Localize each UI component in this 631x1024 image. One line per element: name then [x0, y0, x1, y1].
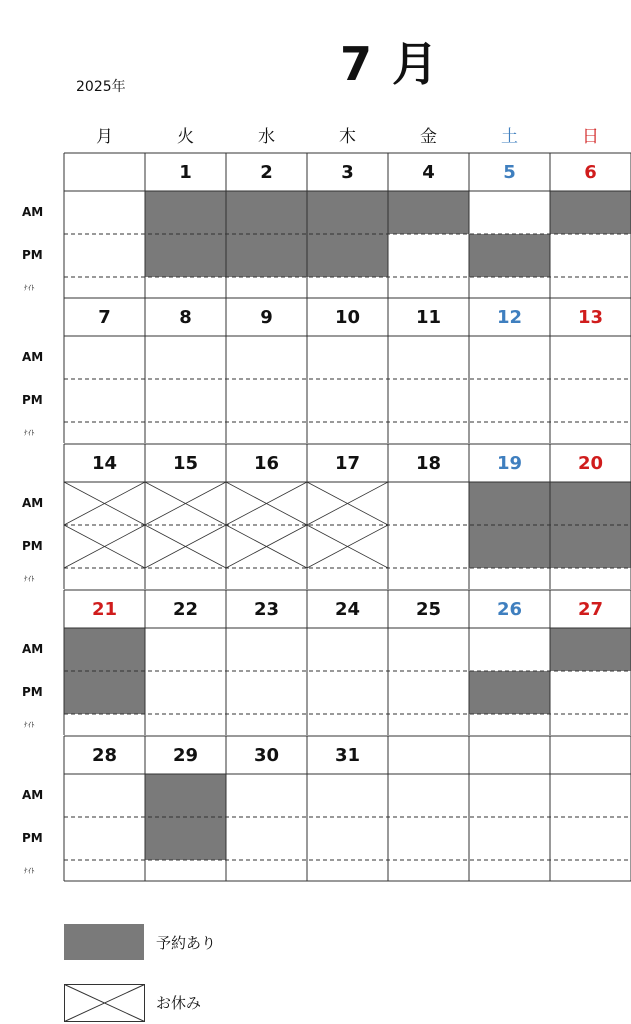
- month-title: 7 月: [339, 37, 441, 91]
- booked-slot: [64, 628, 145, 671]
- day-number: 28: [91, 745, 118, 766]
- day-number: 26: [496, 599, 523, 620]
- day-number: 8: [179, 307, 192, 328]
- day-number: 25: [415, 599, 442, 620]
- slot-label-night: ﾅｲﾄ: [24, 866, 35, 875]
- day-number: 24: [334, 599, 361, 620]
- slot-label-pm: PM: [22, 830, 43, 845]
- slot-label-night: ﾅｲﾄ: [24, 428, 35, 437]
- day-number: 21: [91, 599, 118, 620]
- weekday-header-thu: 木: [339, 127, 356, 147]
- day-number: 19: [496, 453, 523, 474]
- booked-slot: [226, 234, 307, 277]
- slot-label-pm: PM: [22, 247, 43, 262]
- day-number: 6: [584, 162, 597, 183]
- weekday-header-wed: 水: [258, 127, 275, 147]
- day-number: 15: [172, 453, 199, 474]
- day-number: 2: [260, 162, 273, 183]
- slot-label-am: AM: [22, 349, 44, 364]
- day-number: 11: [415, 307, 442, 328]
- booked-slot: [469, 234, 550, 277]
- year-label: 2025年: [76, 79, 126, 95]
- weekday-header-tue: 火: [177, 127, 194, 147]
- day-number: 3: [341, 162, 354, 183]
- booked-slot: [307, 234, 388, 277]
- slot-label-am: AM: [22, 787, 44, 802]
- day-number: 1: [179, 162, 192, 183]
- booked-slot: [145, 817, 226, 860]
- booked-slot: [469, 671, 550, 714]
- slot-label-night: ﾅｲﾄ: [24, 283, 35, 292]
- weekday-header-mon: 月: [96, 127, 113, 147]
- weekday-header-fri: 金: [420, 127, 437, 147]
- booked-slot: [307, 191, 388, 234]
- slot-label-am: AM: [22, 641, 44, 656]
- day-number: 12: [496, 307, 523, 328]
- booked-slot: [550, 628, 631, 671]
- booked-slot: [64, 671, 145, 714]
- day-number: 23: [253, 599, 280, 620]
- day-number: 17: [334, 453, 361, 474]
- booked-slot: [469, 482, 550, 525]
- booked-slot: [388, 191, 469, 234]
- booked-slot: [550, 482, 631, 525]
- day-number: 31: [334, 745, 361, 766]
- booked-slot: [145, 774, 226, 817]
- day-number: 14: [91, 453, 118, 474]
- booked-slot: [226, 191, 307, 234]
- booked-slot: [145, 191, 226, 234]
- day-number: 16: [253, 453, 280, 474]
- legend-booked-label: 予約あり: [156, 934, 217, 952]
- day-number: 22: [172, 599, 199, 620]
- booked-slot: [550, 525, 631, 568]
- slot-label-am: AM: [22, 204, 44, 219]
- day-number: 9: [260, 307, 273, 328]
- day-number: 20: [577, 453, 604, 474]
- day-number: 18: [415, 453, 442, 474]
- legend-booked-swatch: [64, 924, 144, 960]
- slot-label-pm: PM: [22, 538, 43, 553]
- day-number: 10: [334, 307, 361, 328]
- day-number: 7: [98, 307, 111, 328]
- day-number: 27: [577, 599, 604, 620]
- booked-slot: [550, 191, 631, 234]
- day-number: 13: [577, 307, 604, 328]
- slot-label-am: AM: [22, 495, 44, 510]
- booked-slot: [469, 525, 550, 568]
- day-number: 4: [422, 162, 435, 183]
- booked-slot: [145, 234, 226, 277]
- slot-label-night: ﾅｲﾄ: [24, 574, 35, 583]
- day-number: 29: [172, 745, 199, 766]
- slot-label-pm: PM: [22, 684, 43, 699]
- weekday-header-sat: 土: [501, 127, 518, 147]
- weekday-header-sun: 日: [582, 127, 599, 147]
- slot-label-night: ﾅｲﾄ: [24, 720, 35, 729]
- slot-label-pm: PM: [22, 392, 43, 407]
- legend-closed-label: お休み: [156, 994, 202, 1012]
- legend-closed-swatch: [64, 984, 145, 1022]
- day-number: 30: [253, 745, 280, 766]
- day-number: 5: [503, 162, 516, 183]
